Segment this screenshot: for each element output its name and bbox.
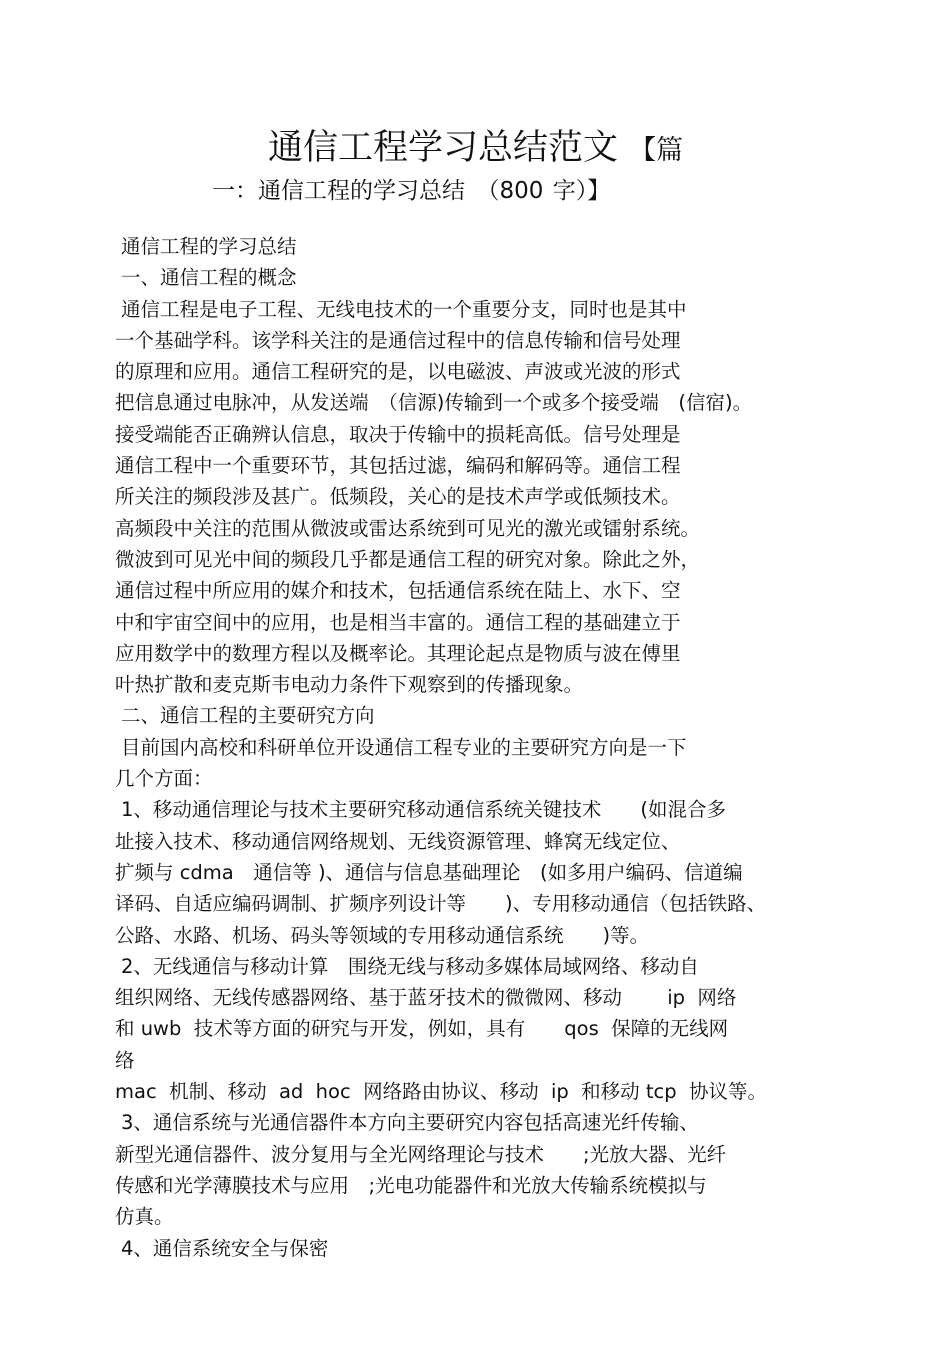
document-title-bracket: 【篇 — [629, 135, 684, 166]
body-line: 通信过程中所应用的媒介和技术，包括通信系统在陆上、水下、空 — [115, 579, 681, 603]
body-line: 4、通信系统安全与保密 — [121, 1236, 329, 1260]
body-line: 2、无线通信与移动计算 围绕无线与移动多媒体局域网络、移动自 — [121, 954, 699, 978]
body-line: 3、通信系统与光通信器件本方向主要研究内容包括高速光纤传输、 — [121, 1111, 699, 1135]
body-line: 络 — [115, 1048, 135, 1072]
body-line: 几个方面： — [115, 767, 213, 791]
document-title-main: 通信工程学习总结范文 — [268, 128, 619, 168]
body-line: 二、通信工程的主要研究方向 — [121, 704, 375, 728]
body-line: 1、移动通信理论与技术主要研究移动通信系统关键技术 (如混合多 — [121, 798, 727, 822]
document-body — [115, 231, 945, 1264]
document-title-line-1 — [268, 124, 683, 175]
body-line: 高频段中关注的范围从微波或雷达系统到可见光的激光或镭射系统。 — [115, 516, 701, 540]
body-line: 通信工程是电子工程、无线电技术的一个重要分支，同时也是其中 — [121, 297, 687, 321]
body-line: 所关注的频段涉及甚广。低频段，关心的是技术声学或低频技术。 — [115, 485, 681, 509]
body-line: 叶热扩散和麦克斯韦电动力条件下观察到的传播现象。 — [115, 673, 584, 697]
body-line: 一、通信工程的概念 — [121, 266, 297, 290]
body-line: 中和宇宙空间中的应用，也是相当丰富的。通信工程的基础建立于 — [115, 610, 681, 634]
body-line: 和 uwb 技术等方面的研究与开发，例如，具有 qos 保障的无线网 — [115, 1017, 729, 1041]
body-line: 扩频与 cdma 通信等 )、通信与信息基础理论 (如多用户编码、信道编 — [115, 860, 743, 884]
body-line: 址接入技术、移动通信网络规划、无线资源管理、蜂窝无线定位、 — [115, 829, 681, 853]
body-line: 传感和光学薄膜技术与应用 ;光电功能器件和光放大传输系统模拟与 — [115, 1173, 707, 1197]
body-line: mac 机制、移动 ad hoc 网络路由协议、移动 ip 和移动 tcp 协议等。 — [115, 1080, 768, 1104]
body-line: 微波到可见光中间的频段几乎都是通信工程的研究对象。除此之外， — [115, 547, 701, 571]
body-line: 一个基础学科。该学科关注的是通信过程中的信息传输和信号处理 — [115, 328, 681, 352]
body-line: 接受端能否正确辨认信息，取决于传输中的损耗高低。信号处理是 — [115, 422, 681, 446]
body-line: 组织网络、无线传感器网络、基于蓝牙技术的微微网、移动 ip 网络 — [115, 986, 737, 1010]
body-line: 应用数学中的数理方程以及概率论。其理论起点是物质与波在傅里 — [115, 641, 681, 665]
body-line: 译码、自适应编码调制、扩频序列设计等 )、专用移动通信（包括铁路、 — [115, 892, 767, 916]
body-line: 的原理和应用。通信工程研究的是，以电磁波、声波或光波的形式 — [115, 360, 681, 384]
document-title-line-2: 一：通信工程的学习总结 （800 字）】 — [212, 178, 611, 204]
body-line: 仿真。 — [115, 1205, 174, 1229]
body-line: 通信工程中一个重要环节，其包括过滤，编码和解码等。通信工程 — [115, 454, 681, 478]
body-line: 通信工程的学习总结 — [121, 235, 297, 258]
body-line: 把信息通过电脉冲，从发送端 （信源)传输到一个或多个接受端 (信宿)。 — [115, 391, 753, 415]
body-line: 公路、水路、机场、码头等领域的专用移动通信系统 )等。 — [115, 923, 650, 947]
body-line: 目前国内高校和科研单位开设通信工程专业的主要研究方向是一下 — [121, 735, 687, 759]
body-line: 新型光通信器件、波分复用与全光网络理论与技术 ;光放大器、光纤 — [115, 1142, 727, 1166]
